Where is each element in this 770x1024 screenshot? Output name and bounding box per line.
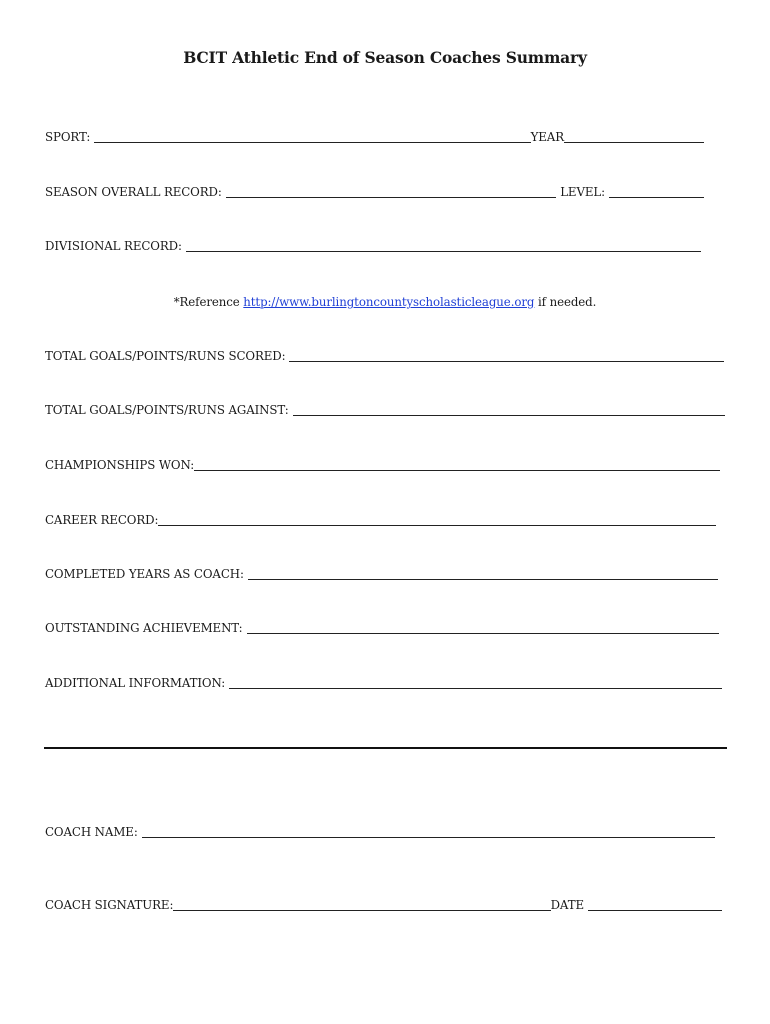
championships-won-field[interactable]	[194, 459, 720, 471]
level-field[interactable]	[609, 186, 704, 198]
coach-signature-label: COACH SIGNATURE:	[45, 898, 174, 912]
section-divider	[44, 747, 727, 749]
season-record-row	[45, 185, 704, 199]
season-overall-record-label: SEASON OVERALL RECORD:	[45, 185, 222, 199]
total-against-label: TOTAL GOALS/POINTS/RUNS AGAINST:	[45, 403, 289, 417]
sport-year-row	[45, 130, 704, 144]
outstanding-achievement-field[interactable]	[247, 622, 719, 634]
year-label: YEAR	[530, 130, 564, 144]
outstanding-achievement-row	[45, 621, 719, 635]
total-scored-field[interactable]	[289, 350, 724, 362]
total-scored-row	[45, 349, 724, 363]
page-title: BCIT Athletic End of Season Coaches Summary	[183, 48, 587, 67]
reference-note	[0, 295, 770, 309]
completed-years-row	[45, 567, 718, 581]
level-label: LEVEL:	[560, 185, 605, 199]
league-website-link[interactable]: http://www.burlingtoncountyscholasticleague.org	[243, 295, 535, 309]
date-label: DATE	[550, 898, 584, 912]
completed-years-label: COMPLETED YEARS AS COACH:	[45, 567, 244, 581]
divisional-record-field[interactable]	[186, 240, 701, 252]
season-overall-record-field[interactable]	[226, 186, 556, 198]
additional-information-label: ADDITIONAL INFORMATION:	[45, 676, 226, 690]
total-against-row	[45, 403, 725, 417]
additional-information-row	[45, 676, 722, 690]
sport-label: SPORT:	[45, 130, 91, 144]
coach-name-row	[45, 825, 715, 839]
championships-won-label: CHAMPIONSHIPS WON:	[45, 458, 195, 472]
reference-prefix: *Reference	[173, 295, 244, 309]
coach-signature-row	[45, 898, 722, 912]
career-record-label: CAREER RECORD:	[45, 513, 159, 527]
outstanding-achievement-label: OUTSTANDING ACHIEVEMENT:	[45, 621, 243, 635]
total-against-field[interactable]	[293, 404, 725, 416]
championships-won-row	[45, 458, 720, 472]
coach-name-label: COACH NAME:	[45, 825, 138, 839]
career-record-row	[45, 513, 716, 527]
sport-field[interactable]	[94, 131, 530, 143]
reference-suffix: if needed.	[534, 295, 597, 309]
additional-information-field[interactable]	[229, 677, 722, 689]
year-field[interactable]	[564, 131, 704, 143]
divisional-record-row	[45, 239, 701, 253]
divisional-record-label: DIVISIONAL RECORD:	[45, 239, 182, 253]
coach-name-field[interactable]	[142, 826, 715, 838]
total-scored-label: TOTAL GOALS/POINTS/RUNS SCORED:	[45, 349, 286, 363]
coach-signature-field[interactable]	[173, 899, 550, 911]
career-record-field[interactable]	[158, 514, 716, 526]
date-field[interactable]	[588, 899, 722, 911]
completed-years-field[interactable]	[248, 568, 718, 580]
